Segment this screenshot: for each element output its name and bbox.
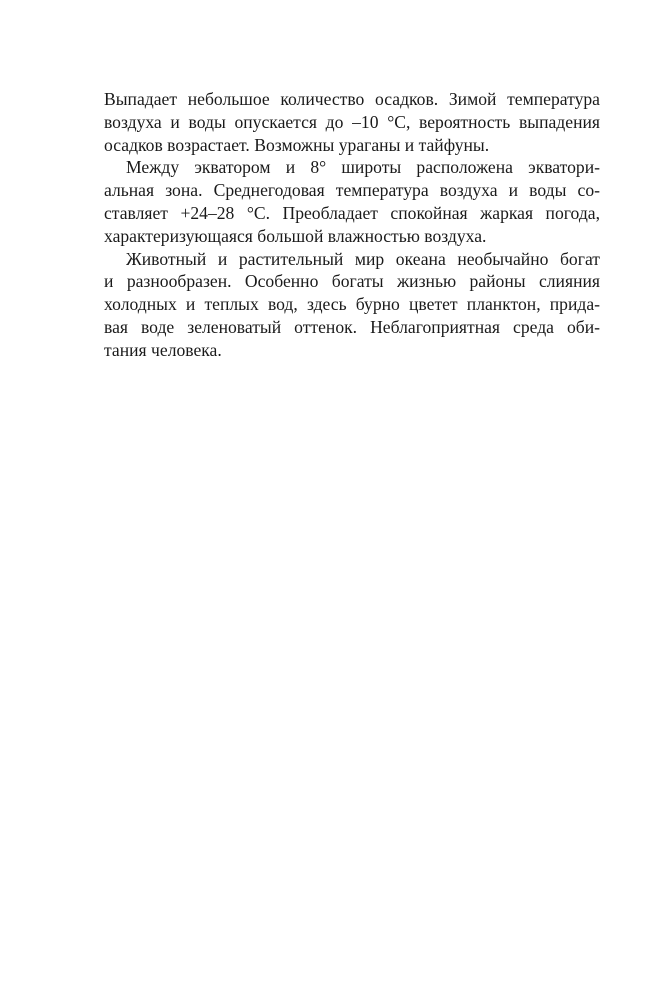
text-line: тания человека. <box>104 339 222 360</box>
paragraph-2 <box>104 156 600 247</box>
text-line: ставляет +24–28 °С. Преобладает спокойная жаркая погода, <box>104 202 600 223</box>
paragraph-3 <box>104 248 600 362</box>
document-page <box>104 88 600 362</box>
text-line: характеризующаяся большой влажностью воздуха. <box>104 225 487 246</box>
text-line: Выпадает небольшое количество осадков. Зимой температура <box>104 89 600 109</box>
text-line: холодных и теплых вод, здесь бурно цветет планктон, прида- <box>104 294 600 315</box>
text-line: осадков возрастает. Возможны ураганы и тайфуны. <box>104 134 490 155</box>
text-line: альная зона. Среднегодовая температура воздуха и воды со- <box>104 180 600 201</box>
text-line: Животный и растительный мир океана необычайно богат <box>126 248 600 269</box>
paragraph-1 <box>104 88 600 156</box>
text-line: воздуха и воды опускается до –10 °С, вероятность выпадения <box>104 111 600 132</box>
text-line: и разнообразен. Особенно богаты жизнью районы слияния <box>104 271 600 292</box>
text-line: Между экватором и 8° широты расположена экватори- <box>126 157 600 178</box>
text-line: вая воде зеленоватый оттенок. Неблагоприятная среда оби- <box>104 316 600 337</box>
